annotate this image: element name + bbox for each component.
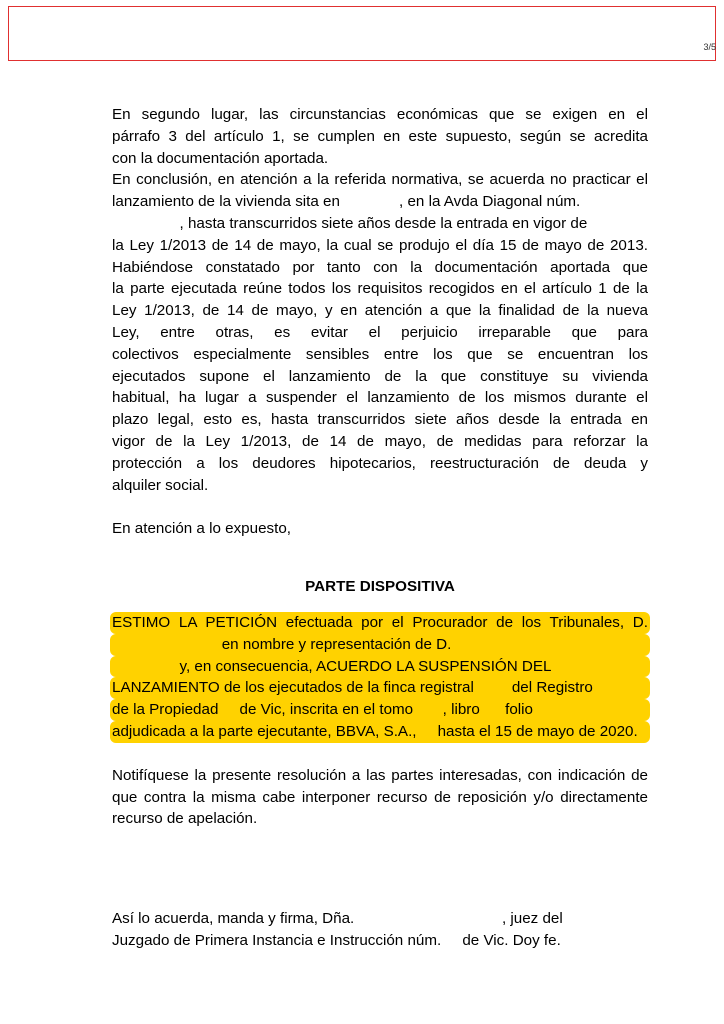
highlighted-line: LANZAMIENTO de los ejecutados de la finca registral del Registro [110,677,650,699]
dispositive-section [112,612,648,743]
page-header-box [8,6,716,61]
paragraph-notification [112,765,648,830]
text-line: ejecutados supone el lanzamiento de la que constituye su vivienda [112,367,648,385]
text-line: párrafo 3 del artículo 1, se cumplen en este supuesto, según se acredita [112,127,648,145]
text-line: En segundo lugar, las circunstancias económicas que se exigen en el [112,106,648,123]
text-line: Ley 1/2013, de 14 de mayo, y en atención a que la finalidad de la nueva [112,302,648,320]
document-body [112,104,648,952]
text-line: la parte ejecutada reúne todos los requisitos recogidos en el artículo 1 de la [112,280,648,298]
text-line: alquiler social. [112,476,209,494]
closing-intro: En atención a lo expuesto, [112,520,292,538]
text-line: que contra la misma cabe interponer recurso de reposición y/o directamente [112,788,648,806]
highlighted-line: y, en consecuencia, ACUERDO LA SUSPENSIÓN DEL [110,656,650,678]
highlighted-line: en nombre y representación de D. [110,634,650,656]
highlighted-line: de la Propiedad de Vic, inscrita en el tomo , libro folio [110,699,650,721]
text-line: protección a los deudores hipotecarios, reestructuración de deuda y [112,454,648,472]
highlighted-line: ESTIMO LA PETICIÓN efectuada por el Procurador de los Tribunales, D. [110,612,650,634]
text-line: Así lo acuerda, manda y firma, Dña. , juez del [112,910,563,928]
text-line: con la documentación aportada. [112,149,329,167]
text-line: Ley, entre otras, es evitar el perjuicio irreparable que para [112,323,648,341]
text-line: Juzgado de Primera Instancia e Instrucción núm. de Vic. Doy fe. [112,931,561,949]
text-line: recurso de apelación. [112,810,258,828]
paragraph-conclusion [112,169,648,496]
text-line: Notifíquese la presente resolución a las partes interesadas, con indicación de [112,766,648,784]
text-line: la Ley 1/2013 de 14 de mayo, la cual se produjo el día 15 de mayo de 2013. [112,236,648,254]
text-line: Habiéndose constatado por tanto con la documentación aportada que [112,258,648,276]
text-line: En conclusión, en atención a la referida normativa, se acuerda no practicar el [112,171,648,189]
text-line: vigor de la Ley 1/2013, de 14 de mayo, de medidas para reforzar la [112,432,648,450]
text-line: lanzamiento de la vivienda sita en , en la Avda Diagonal núm. [112,193,581,211]
text-line: habitual, ha lugar a suspender el lanzamiento de los mismos durante el [112,389,648,407]
page-number: 3/5 [703,42,716,52]
paragraph-economic-circumstances [112,104,648,169]
text-line: plazo legal, esto es, hasta transcurridos siete años desde la entrada en [112,411,648,429]
highlighted-line: adjudicada a la parte ejecutante, BBVA, S.A., hasta el 15 de mayo de 2020. [110,721,650,743]
text-line: colectivos especialmente sensibles entre los que se encuentran los [112,345,648,363]
text-line: , hasta transcurridos siete años desde la entrada en vigor de [112,214,588,232]
signature-block [112,908,648,952]
section-heading: PARTE DISPOSITIVA [305,578,455,596]
